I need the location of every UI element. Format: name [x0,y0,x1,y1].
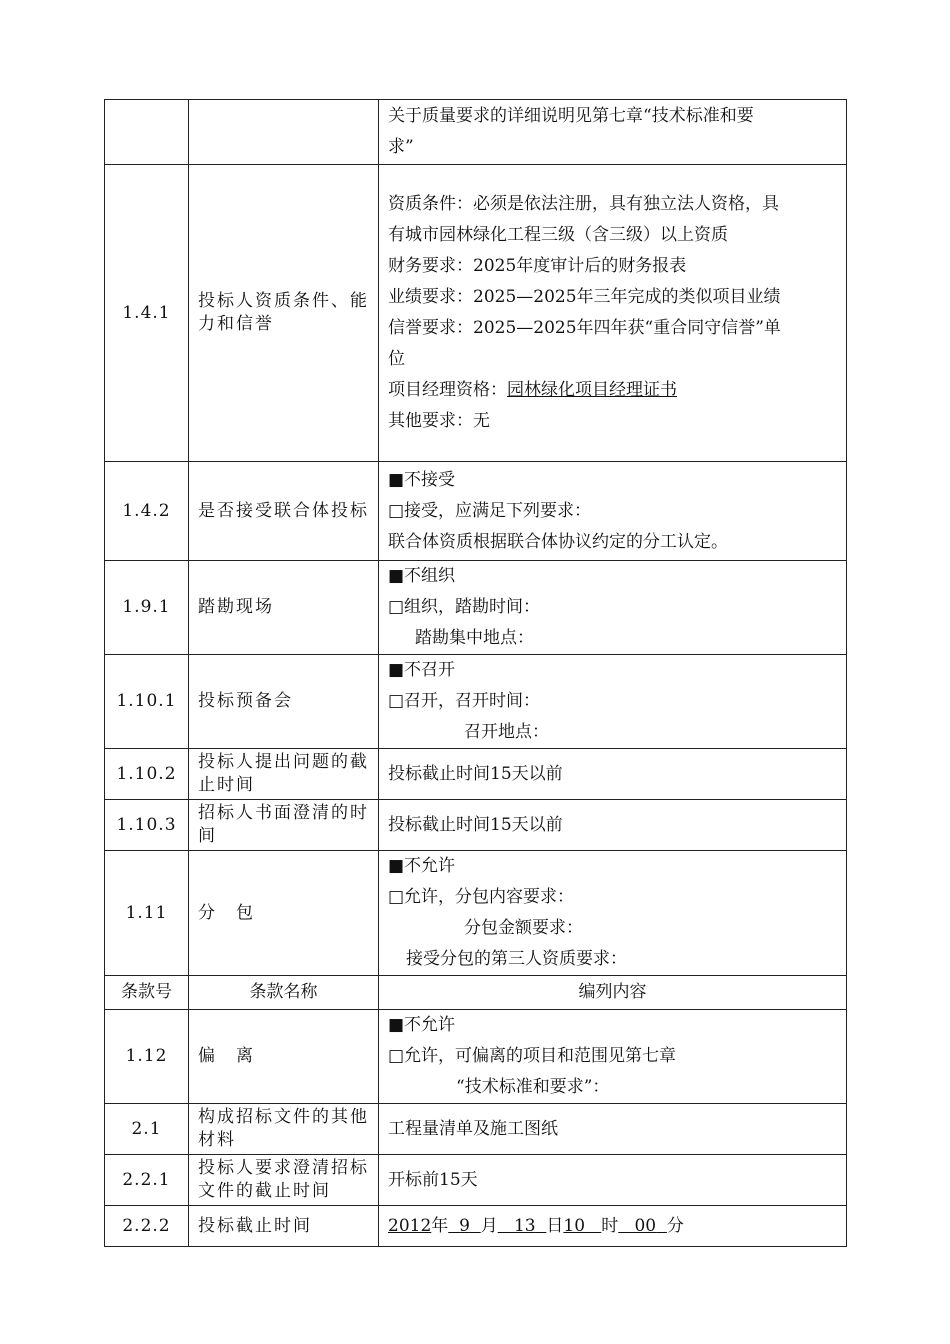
content-line: “技术标准和要求”： [456,1077,610,1097]
table-header-row [105,976,847,1010]
table-row [105,561,847,655]
content-line: 召开地点： [464,722,549,742]
deadline-hour: 10 [563,1215,586,1236]
option-unchecked: □接受，应满足下列要求： [388,500,592,521]
clause-number-cell: 1.10.3 [105,800,189,851]
clause-content-cell: 开标前15天 [379,1155,847,1206]
content-line: 求” [388,137,414,157]
option-checked: ■不允许 [388,856,456,876]
year-unit: 年 [431,1215,449,1236]
clause-content-cell [379,851,847,976]
content-line: 踏勘集中地点： [415,628,534,648]
content-line: 其他要求：无 [388,411,490,431]
clause-content-cell: 投标截止时间15天以前 [379,800,847,851]
clause-number-cell: 1.9.1 [105,561,189,655]
content-line: 有城市园林绿化工程三级（含三级）以上资质 [388,225,728,245]
content-line: 信誉要求：2025—2025年四年获“重合同守信誉”单 [388,318,781,338]
month-unit: 月 [480,1215,498,1236]
table-row [105,749,847,800]
table-row [105,1104,847,1155]
option-checked: ■不组织 [388,566,456,586]
option-unchecked: □允许，可偏离的项目和范围见第七章 [388,1046,677,1066]
option-checked: ■不接受 [388,469,456,490]
clause-number-cell: 1.11 [105,851,189,976]
header-content: 编列内容 [379,976,847,1010]
clause-number-cell [105,100,189,165]
clause-number-cell: 1.10.2 [105,749,189,800]
pm-qualification-label: 项目经理资格： [388,380,507,400]
table-row [105,800,847,851]
content-line: 联合体资质根据联合体协议约定的分工认定。 [388,531,728,552]
table-row [105,165,847,462]
clause-number-cell: 2.2.2 [105,1206,189,1247]
table-row [105,462,847,561]
option-unchecked: □允许，分包内容要求： [388,887,575,907]
table-row [105,1155,847,1206]
clause-content-cell [379,655,847,749]
minute-unit: 分 [666,1215,684,1236]
deadline-minute: 00 [634,1215,657,1236]
table-row [105,100,847,165]
clause-name-cell: 投标人资质条件、能力和信誉 [189,165,379,462]
option-unchecked: □组织，踏勘时间： [388,597,541,617]
clause-name-cell: 投标截止时间 [189,1206,379,1247]
content-line: 业绩要求：2025—2025年三年完成的类似项目业绩 [388,287,781,307]
deadline-month: 9 [459,1215,470,1236]
table-row [105,655,847,749]
clause-name-cell: 招标人书面澄清的时间 [189,800,379,851]
header-clause-number: 条款号 [105,976,189,1010]
clause-name-cell: 是否接受联合体投标 [189,462,379,561]
content-line: 接受分包的第三人资质要求： [406,949,627,969]
clause-name-cell: 构成招标文件的其他材料 [189,1104,379,1155]
clause-number-cell: 1.10.1 [105,655,189,749]
clause-number-cell: 1.4.2 [105,462,189,561]
clause-number-cell: 1.4.1 [105,165,189,462]
hour-unit: 时 [601,1215,619,1236]
clause-name-cell: 踏勘现场 [189,561,379,655]
clause-content-cell [379,165,847,462]
table-row [105,1010,847,1104]
clause-number-cell: 1.12 [105,1010,189,1104]
content-line: 财务要求：2025年度审计后的财务报表 [388,256,687,276]
clause-name-cell: 投标人要求澄清招标文件的截止时间 [189,1155,379,1206]
table-row [105,1206,847,1247]
clause-name-cell: 分 包 [189,851,379,976]
clause-number-cell: 2.2.1 [105,1155,189,1206]
option-checked: ■不召开 [388,660,456,680]
content-line: 位 [388,349,405,369]
header-clause-name: 条款名称 [189,976,379,1010]
option-checked: ■不允许 [388,1015,456,1035]
content-line: 分包金额要求： [464,918,583,938]
clause-content-cell [379,462,847,561]
content-line: 关于质量要求的详细说明见第七章“技术标准和要 [388,106,754,126]
content-line: 资质条件：必须是依法注册，具有独立法人资格，具 [388,194,779,214]
deadline-datetime-cell [379,1206,847,1247]
clause-content-cell: 投标截止时间15天以前 [379,749,847,800]
option-unchecked: □召开，召开时间： [388,691,541,711]
tender-data-table [104,99,847,1247]
table-row [105,851,847,976]
clause-content-cell: 工程量清单及施工图纸 [379,1104,847,1155]
deadline-day: 13 [513,1215,536,1236]
clause-content-cell [379,100,847,165]
pm-qualification-value: 园林绿化项目经理证书 [507,380,677,400]
clause-content-cell [379,1010,847,1104]
clause-name-cell: 投标预备会 [189,655,379,749]
clause-number-cell: 2.1 [105,1104,189,1155]
deadline-year: 2012 [388,1215,432,1236]
clause-name-cell [189,100,379,165]
clause-name-cell: 投标人提出问题的截止时间 [189,749,379,800]
day-unit: 日 [546,1215,564,1236]
clause-name-cell: 偏 离 [189,1010,379,1104]
content-line [388,375,837,406]
clause-content-cell [379,561,847,655]
